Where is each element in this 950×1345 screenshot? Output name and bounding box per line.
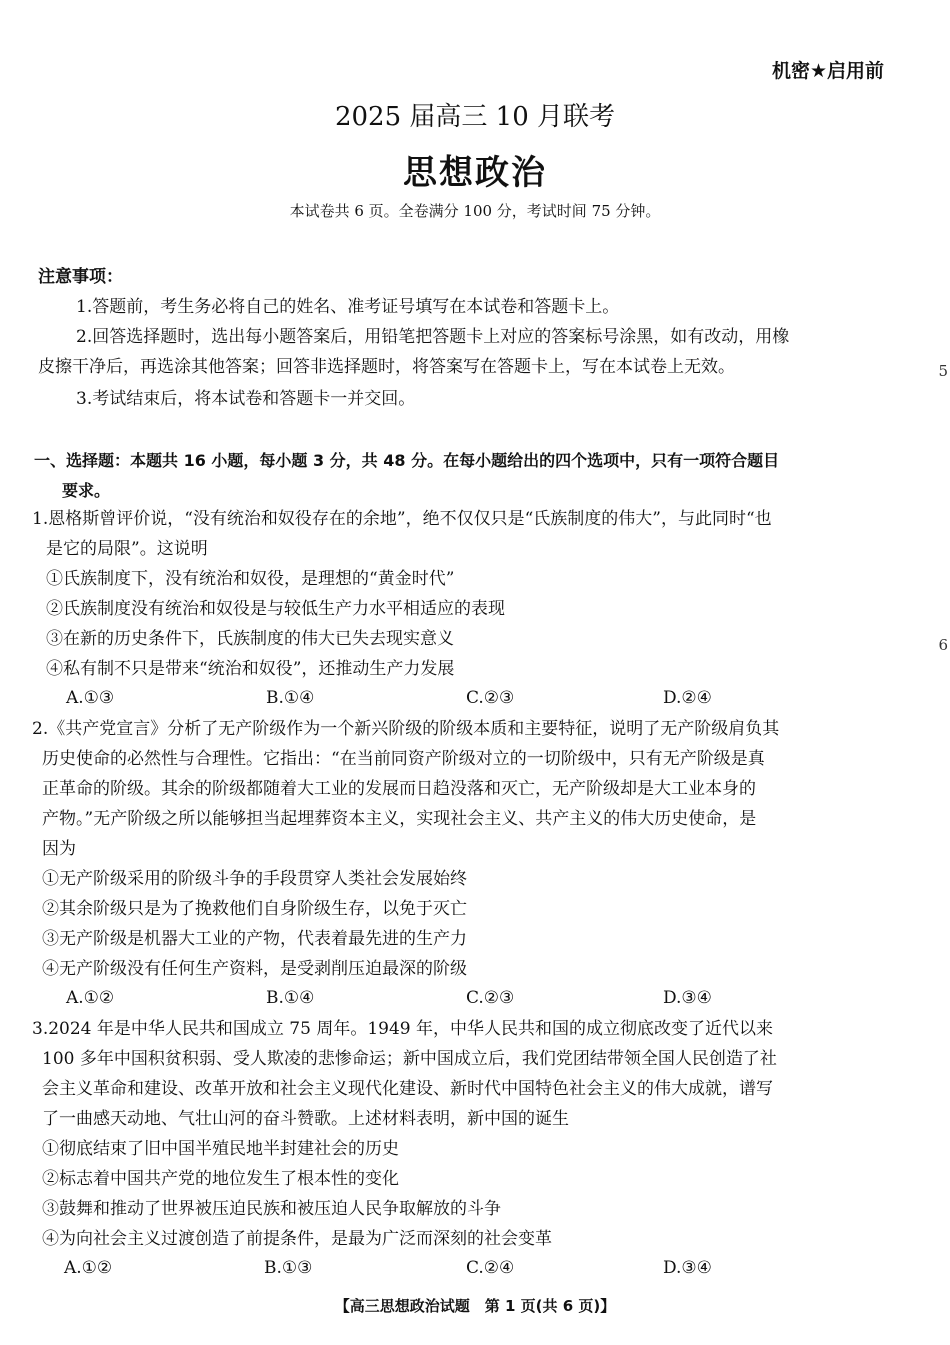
q3-statement-1: ①彻底结束了旧中国半殖民地半封建社会的历史 — [42, 1139, 399, 1159]
q2-stem-line-4: 产物。”无产阶级之所以能够担当起埋葬资本主义，实现社会主义、共产主义的伟大历史使命，是 — [42, 809, 757, 829]
q3-option-b: B.①③ — [264, 1258, 313, 1278]
q2-statement-2: ②其余阶级只是为了挽救他们自身阶级生存，以免于灭亡 — [42, 899, 467, 919]
q3-stem-line-3: 会主义革命和建设、改革开放和社会主义现代化建设、新时代中国特色社会主义的伟大成就，谱写 — [42, 1079, 773, 1099]
notes-title: 注意事项： — [38, 267, 123, 287]
q1-statement-2: ②氏族制度没有统治和奴役是与较低生产力水平相适应的表现 — [46, 599, 505, 619]
q2-option-b: B.①④ — [266, 988, 315, 1008]
q1-statement-1: ①氏族制度下，没有统治和奴役，是理想的“黄金时代” — [46, 569, 455, 589]
q3-option-d: D.③④ — [663, 1258, 712, 1278]
q3-stem-line-1: 3.2024 年是中华人民共和国成立 75 周年。1949 年，中华人民共和国的成立彻底改变了近代以来 — [32, 1019, 773, 1039]
q2-stem-line-1: 2.《共产党宣言》分析了无产阶级作为一个新兴阶级的阶级本质和主要特征，说明了无产阶级肩负其 — [32, 719, 780, 739]
q1-statement-4: ④私有制不只是带来“统治和奴役”，还推动生产力发展 — [46, 659, 455, 679]
q3-stem-line-2: 100 多年中国积贫积弱、受人欺凌的悲惨命运；新中国成立后，我们党团结带领全国人民创造了社 — [42, 1049, 777, 1069]
exam-title: 2025 届高三 10 月联考 — [334, 102, 616, 132]
q2-stem-line-5: 因为 — [42, 839, 76, 859]
q3-stem-line-4: 了一曲感天动地、气壮山河的奋斗赞歌。上述材料表明，新中国的诞生 — [42, 1109, 569, 1129]
section-heading-line-2: 要求。 — [62, 481, 111, 500]
q2-option-a: A.①② — [66, 988, 115, 1008]
q2-option-c: C.②③ — [466, 988, 515, 1008]
q3-statement-4: ④为向社会主义过渡创造了前提条件，是最为广泛而深刻的社会变革 — [42, 1229, 552, 1249]
q3-option-a: A.①② — [64, 1258, 113, 1278]
q3-option-c: C.②④ — [466, 1258, 515, 1278]
page-footer: 【高三思想政治试题 第 1 页(共 6 页)】 — [334, 1297, 616, 1315]
notes-line-2b: 皮擦干净后，再选涂其他答案；回答非选择题时，将答案写在答题卡上，写在本试卷上无效。 — [38, 357, 735, 377]
q2-stem-line-3: 正革命的阶级。其余的阶级都随着大工业的发展而日趋没落和灭亡，无产阶级却是大工业本身的 — [42, 779, 756, 799]
q1-stem-line-2: 是它的局限”。这说明 — [46, 539, 208, 559]
q2-option-d: D.③④ — [663, 988, 712, 1008]
notes-line-1: 1.答题前，考生务必将自己的姓名、准考证号填写在本试卷和答题卡上。 — [76, 297, 620, 317]
subject-title: 思想政治 — [403, 153, 547, 193]
q3-statement-2: ②标志着中国共产党的地位发生了根本性的变化 — [42, 1169, 399, 1189]
margin-number-6: 6 — [938, 636, 948, 654]
q1-stem-line-1: 1.恩格斯曾评价说，“没有统治和奴役存在的余地”，绝不仅仅只是“氏族制度的伟大”，与此同时“也 — [32, 509, 772, 529]
q2-statement-3: ③无产阶级是机器大工业的产物，代表着最先进的生产力 — [42, 929, 467, 949]
q1-option-a: A.①③ — [66, 688, 115, 708]
q1-statement-3: ③在新的历史条件下，氏族制度的伟大已失去现实意义 — [46, 629, 454, 649]
notes-line-3: 3.考试结束后，将本试卷和答题卡一并交回。 — [76, 389, 416, 409]
q3-statement-3: ③鼓舞和推动了世界被压迫民族和被压迫人民争取解放的斗争 — [42, 1199, 501, 1219]
q2-statement-4: ④无产阶级没有任何生产资料，是受剥削压迫最深的阶级 — [42, 959, 467, 979]
q1-option-d: D.②④ — [663, 688, 712, 708]
exam-info: 本试卷共 6 页。全卷满分 100 分，考试时间 75 分钟。 — [289, 202, 661, 220]
notes-line-2a: 2.回答选择题时，选出每小题答案后，用铅笔把答题卡上对应的答案标号涂黑，如有改动，用橡 — [76, 327, 790, 347]
q1-option-c: C.②③ — [466, 688, 515, 708]
margin-number-5: 5 — [938, 362, 948, 380]
q1-option-b: B.①④ — [266, 688, 315, 708]
q2-statement-1: ①无产阶级采用的阶级斗争的手段贯穿人类社会发展始终 — [42, 869, 467, 889]
section-heading-line-1: 一、选择题：本题共 16 小题，每小题 3 分，共 48 分。在每小题给出的四个选项中，只有一项符合题目 — [34, 451, 780, 470]
q2-stem-line-2: 历史使命的必然性与合理性。它指出：“在当前同资产阶级对立的一切阶级中，只有无产阶级是真 — [42, 749, 765, 769]
confidential-mark: 机密★启用前 — [771, 60, 884, 82]
